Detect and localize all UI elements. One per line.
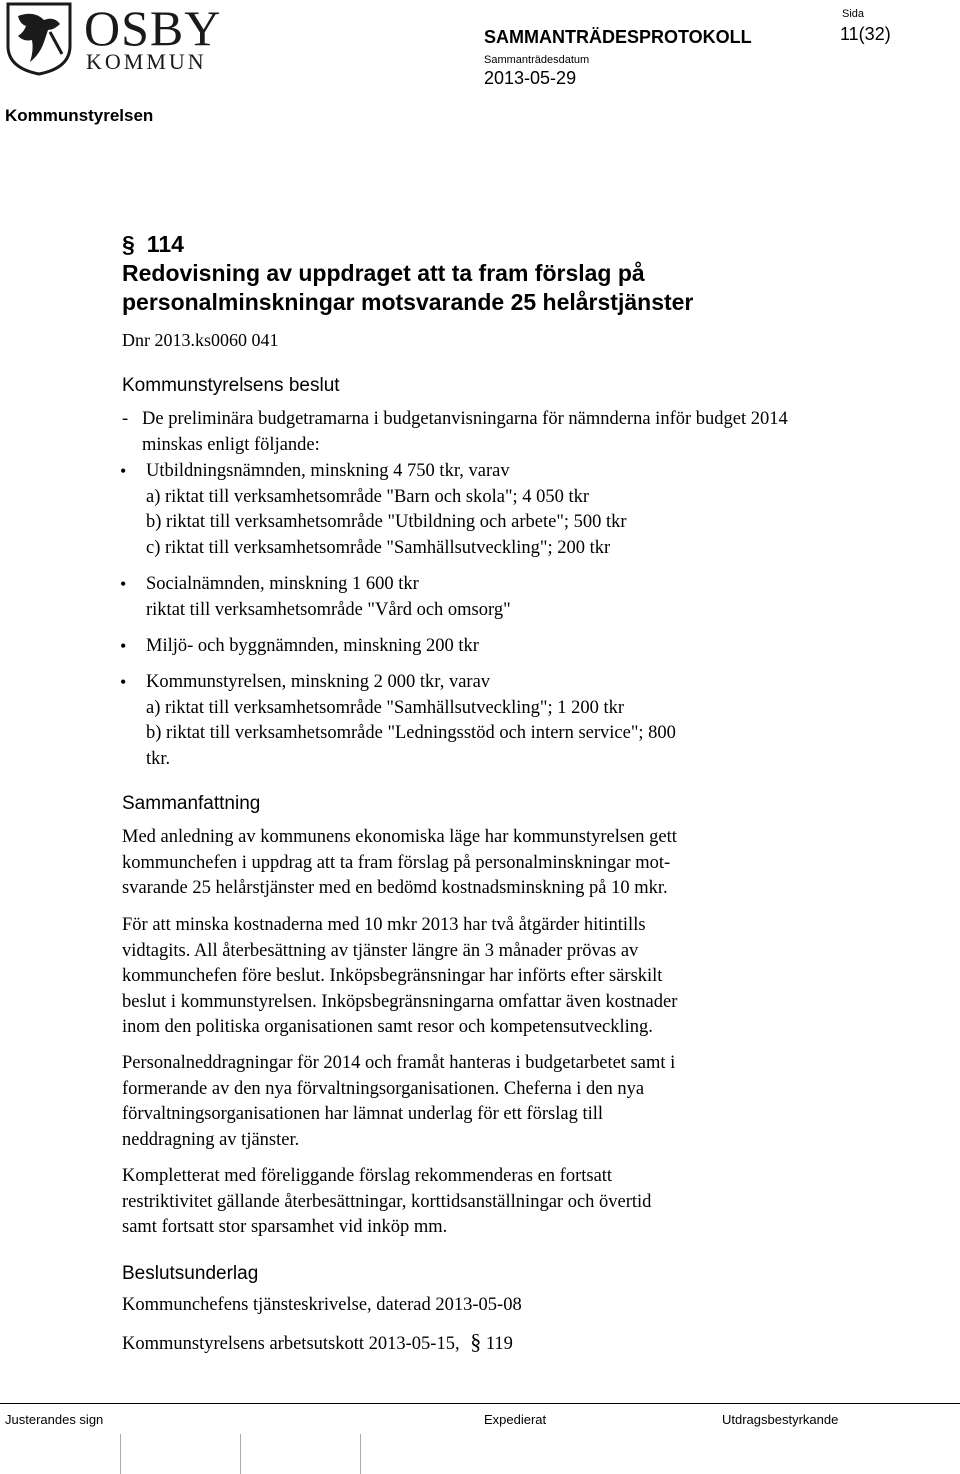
list-item-head: Utbildningsnämnden, minskning 4 750 tkr, varav xyxy=(146,461,510,481)
text-line: formerande av den nya förvaltningsorganisationen. Cheferna i den nya xyxy=(122,1078,645,1099)
text-line: Personalneddragningar för 2014 och framåt hanteras i budgetarbetet samt i xyxy=(122,1053,676,1073)
summary-paragraph-1 xyxy=(122,825,802,902)
list-item-utbildning xyxy=(146,459,806,561)
text-line: inom den politiska organisationen samt resor och kompetensutveckling. xyxy=(122,1017,653,1038)
text-line: Kompletterat med föreliggande förslag rekommenderas en fortsatt xyxy=(122,1166,613,1186)
section-sign: § xyxy=(470,1329,482,1354)
document-type: SAMMANTRÄDESPROTOKOLL xyxy=(484,27,752,47)
meeting-date-label: Sammanträdesdatum xyxy=(484,54,590,66)
summary-heading: Sammanfattning xyxy=(122,793,261,814)
list-item-head: Kommunstyrelsen, minskning 2 000 tkr, varav xyxy=(146,672,491,692)
list-item-sub: b) riktat till verksamhetsområde "Ledningsstöd och intern service"; 800 xyxy=(146,723,676,744)
list-item-sub: c) riktat till verksamhetsområde "Samhällsutveckling"; 200 tkr xyxy=(146,537,611,558)
bullet-icon: • xyxy=(120,461,127,481)
text-line: neddragning av tjänster. xyxy=(122,1129,300,1150)
text-line: kommunchefen i uppdrag att ta fram förslag på personalminskningar mot- xyxy=(122,852,671,873)
dash-marker: - xyxy=(122,409,129,429)
text-line: kommunchefen före beslut. Inköpsbegränsningar har införts efter särskilt xyxy=(122,966,663,987)
list-item-sub: a) riktat till verksamhetsområde "Barn och skola"; 4 050 tkr xyxy=(146,486,590,507)
decision-intro-text: De preliminära budgetramarna i budgetanvisningarna för nämnderna inför budget 2014 minskas enligt följande: xyxy=(142,409,788,455)
footer-signer-label: Justerandes sign xyxy=(5,1412,104,1427)
list-item-sub: a) riktat till verksamhetsområde "Samhällsutveckling"; 1 200 tkr xyxy=(146,697,625,718)
page-number: 11(32) xyxy=(840,24,891,44)
list-item-head: Socialnämnden, minskning 1 600 tkr xyxy=(146,574,419,594)
summary-paragraph-4 xyxy=(122,1164,802,1241)
text-line: samt fortsatt stor sparsamhet vid inköp mm. xyxy=(122,1217,448,1238)
committee-name: Kommunstyrelsen xyxy=(5,106,154,125)
basis-item-2-text: Kommunstyrelsens arbetsutskott 2013-05-15, xyxy=(122,1334,460,1354)
list-item-sub: riktat till verksamhetsområde "Vård och omsorg" xyxy=(146,599,511,620)
section-number: 114 xyxy=(146,231,184,257)
footer-dispatched-label: Expedierat xyxy=(484,1412,547,1427)
section-heading xyxy=(122,230,184,258)
decision-heading: Kommunstyrelsens beslut xyxy=(122,375,340,396)
list-item-miljo xyxy=(146,634,806,660)
list-item-sub: tkr. xyxy=(146,748,171,769)
bullet-icon: • xyxy=(120,574,127,594)
signature-box-divider xyxy=(240,1434,241,1474)
text-line: restriktivitet gällande återbesättningar, korttidsanställningar och övertid xyxy=(122,1191,652,1212)
logo-emblem-icon xyxy=(4,2,74,76)
text-line: För att minska kostnaderna med 10 mkr 2013 har två åtgärder hitintills xyxy=(122,915,646,935)
text-line: beslut i kommunstyrelsen. Inköpsbegränsningarna omfattar även kostnader xyxy=(122,991,678,1012)
footer-divider xyxy=(0,1403,960,1404)
signature-box-divider xyxy=(120,1434,121,1474)
section-sign: § xyxy=(122,231,135,257)
text-line: Med anledning av kommunens ekonomiska läge har kommunstyrelsen gett xyxy=(122,827,677,847)
basis-item-1: Kommunchefens tjänsteskrivelse, daterad 2013-05-08 xyxy=(122,1295,522,1315)
text-line: förvaltningsorganisationen har lämnat underlag för ett förslag till xyxy=(122,1104,604,1125)
signature-box-divider xyxy=(360,1434,361,1474)
logo-name: OSBY xyxy=(84,0,222,56)
bullet-icon: • xyxy=(120,636,127,656)
meeting-date: 2013-05-29 xyxy=(484,68,577,88)
list-item-head: Miljö- och byggnämnden, minskning 200 tkr xyxy=(146,636,479,656)
list-item-sub: b) riktat till verksamhetsområde "Utbildning och arbete"; 500 tkr xyxy=(146,512,627,533)
list-item-kommunstyrelsen xyxy=(146,670,806,772)
page-title-line-1: Redovisning av uppdraget att ta fram förslag på xyxy=(122,260,645,286)
summary-paragraph-3 xyxy=(122,1051,802,1153)
logo-subtitle: KOMMUN xyxy=(86,49,207,74)
footer-certified-label: Utdragsbestyrkande xyxy=(722,1412,839,1427)
basis-item-2 xyxy=(122,1329,802,1358)
text-line: vidtagits. All återbesättning av tjänster längre än 3 månader prövas av xyxy=(122,940,639,961)
page-label: Sida xyxy=(842,8,865,20)
text-line: svarande 25 helårstjänster med en bedömd kostnadsminskning på 10 mkr. xyxy=(122,878,668,899)
page-title-line-2: personalminskningar motsvarande 25 helårstjänster xyxy=(122,289,694,315)
list-item-social xyxy=(146,572,806,623)
section-number: 119 xyxy=(485,1334,513,1354)
summary-paragraph-2 xyxy=(122,913,802,1041)
bullet-icon: • xyxy=(120,672,127,692)
diary-number: Dnr 2013.ks0060 041 xyxy=(122,330,279,350)
basis-heading: Beslutsunderlag xyxy=(122,1263,259,1284)
